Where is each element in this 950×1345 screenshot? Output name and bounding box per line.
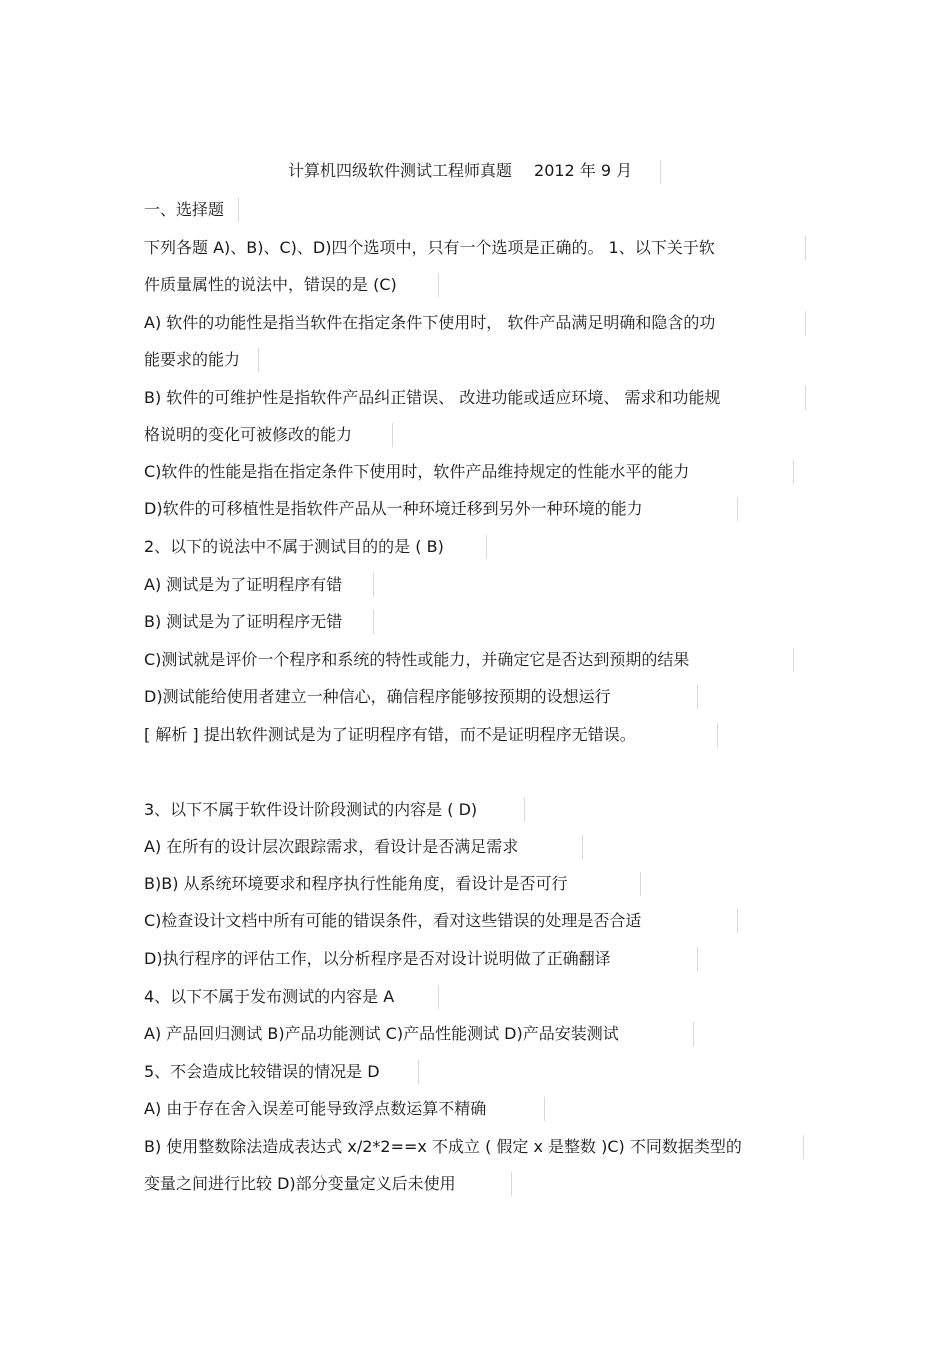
text-box-edge <box>392 423 393 447</box>
text-box-edge <box>544 1097 545 1121</box>
text-box-edge <box>582 835 583 859</box>
question-2-option-d: D)测试能给使用者建立一种信心，确信程序能够按预期的设想运行 <box>144 687 611 706</box>
question-1-option-d: D)软件的可移植性是指软件产品从一种环境迁移到另外一种环境的能力 <box>144 499 643 518</box>
text-box-edge <box>438 273 439 297</box>
text-box-edge <box>697 947 698 971</box>
text-box-edge <box>418 1060 419 1084</box>
text-box-edge <box>660 160 661 184</box>
title-date: 2012 年 9 月 <box>534 161 633 180</box>
text-box-edge <box>805 311 806 335</box>
text-box-edge <box>511 1172 512 1196</box>
question-4-options: A) 产品回归测试 B)产品功能测试 C)产品性能测试 D)产品安装测试 <box>144 1024 619 1043</box>
text-box-edge <box>803 1135 804 1159</box>
question-3-option-a: A) 在所有的设计层次跟踪需求，看设计是否满足需求 <box>144 837 519 856</box>
question-2-option-a: A) 测试是为了证明程序有错 <box>144 575 343 594</box>
question-5-option-a: A) 由于存在舍入误差可能导致浮点数运算不精确 <box>144 1099 487 1118</box>
question-3-option-d: D)执行程序的评估工作，以分析程序是否对设计说明做了正确翻译 <box>144 949 611 968</box>
text-box-edge <box>737 497 738 521</box>
question-2-analysis: [ 解析 ] 提出软件测试是为了证明程序有错，而不是证明程序无错误。 <box>144 725 636 744</box>
question-2-option-b: B) 测试是为了证明程序无错 <box>144 612 343 631</box>
text-box-edge <box>805 236 806 260</box>
question-4-stem: 4、以下不属于发布测试的内容是 A <box>144 987 395 1006</box>
text-box-edge <box>373 573 374 597</box>
page-title <box>288 160 632 182</box>
text-box-edge <box>793 460 794 484</box>
text-box-edge <box>238 198 239 222</box>
text-box-edge <box>258 348 259 372</box>
question-2-stem: 2、以下的说法中不属于测试目的的是 ( B) <box>144 537 444 556</box>
text-box-edge <box>697 685 698 709</box>
question-1-option-a-line-2: 能要求的能力 <box>144 350 241 369</box>
question-3-option-c: C)检查设计文档中所有可能的错误条件，看对这些错误的处理是否合适 <box>144 911 642 930</box>
text-box-edge <box>737 909 738 933</box>
question-5-option-b-line-2: 变量之间进行比较 D)部分变量定义后未使用 <box>144 1174 456 1193</box>
question-1-option-b-line-2: 格说明的变化可被修改的能力 <box>144 425 353 444</box>
question-5-option-b-line-1: B) 使用整数除法造成表达式 x/2*2==x 不成立 ( 假定 x 是整数 )C) 不同数据类型的 <box>144 1137 742 1156</box>
text-box-edge <box>805 386 806 410</box>
question-1-option-c: C)软件的性能是指在指定条件下使用时，软件产品维持规定的性能水平的能力 <box>144 462 690 481</box>
text-box-edge <box>486 535 487 559</box>
text-box-edge <box>524 798 525 822</box>
text-box-edge <box>693 1022 694 1046</box>
text-box-edge <box>373 610 374 634</box>
question-2-option-c: C)测试就是评价一个程序和系统的特性或能力，并确定它是否达到预期的结果 <box>144 650 690 669</box>
title-main: 计算机四级软件测试工程师真题 <box>288 161 513 180</box>
text-box-edge <box>793 648 794 672</box>
text-box-edge <box>438 985 439 1009</box>
question-3-option-b: B)B) 从系统环境要求和程序执行性能角度，看设计是否可行 <box>144 874 568 893</box>
question-3-stem: 3、以下不属于软件设计阶段测试的内容是 ( D) <box>144 800 478 819</box>
question-1-stem-line-2: 件质量属性的说法中，错误的是 (C) <box>144 275 397 294</box>
question-5-stem: 5、不会造成比较错误的情况是 D <box>144 1062 380 1081</box>
section-heading: 一、选择题 <box>144 200 225 219</box>
text-box-edge <box>640 872 641 896</box>
question-1-stem-line-1: 下列各题 A)、B)、C)、D)四个选项中，只有一个选项是正确的。 1、以下关于软 <box>144 238 715 257</box>
question-1-option-a-line-1: A) 软件的功能性是指当软件在指定条件下使用时， 软件产品满足明确和隐含的功 <box>144 313 716 332</box>
text-box-edge <box>717 723 718 747</box>
question-1-option-b-line-1: B) 软件的可维护性是指软件产品纠正错误、 改进功能或适应环境、 需求和功能规 <box>144 388 721 407</box>
